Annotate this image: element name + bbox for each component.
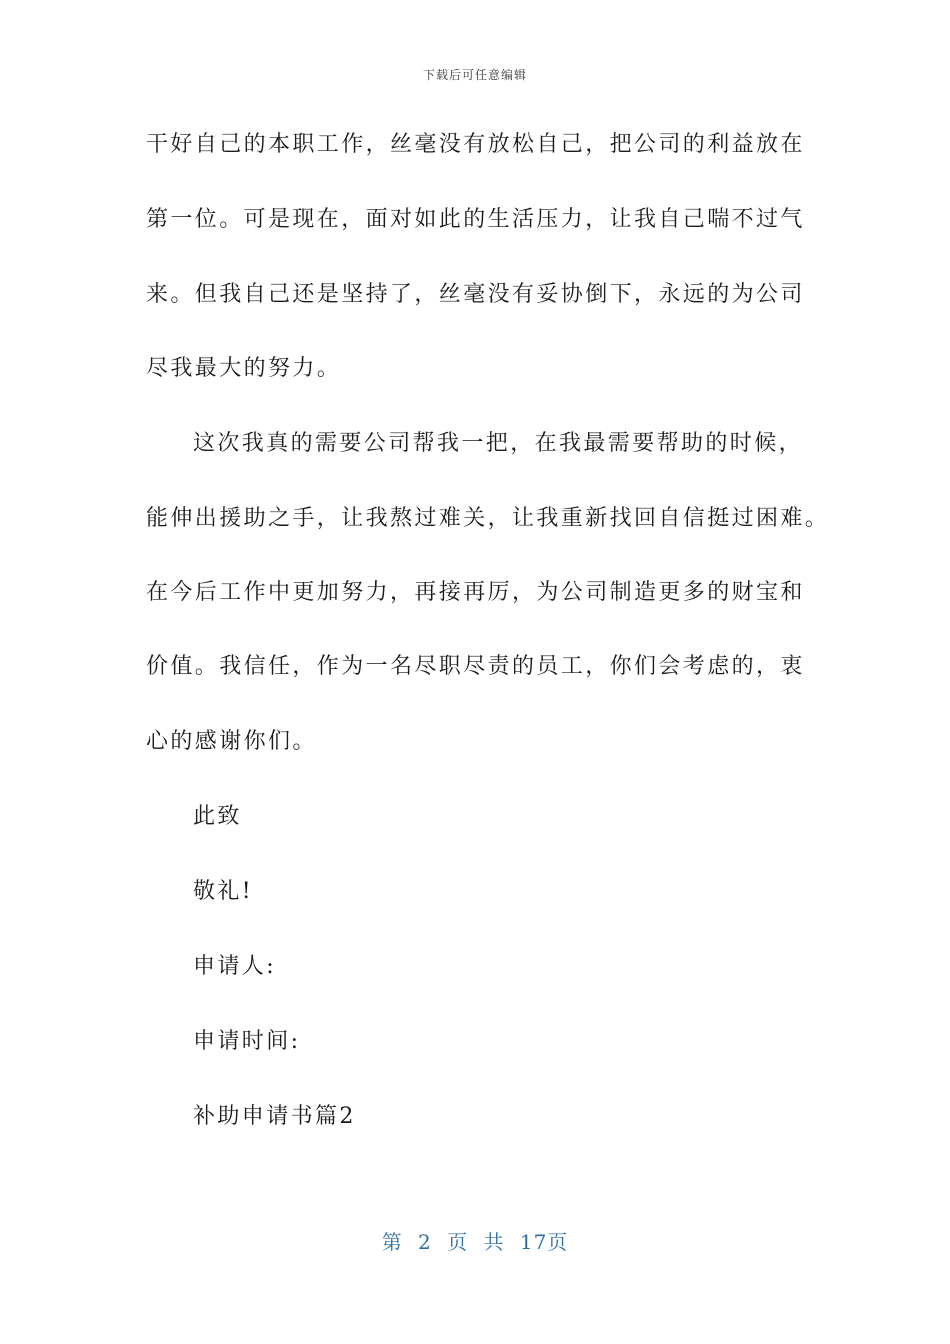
section-title: 补助申请书篇2	[193, 1104, 356, 1129]
body-line-6: 能伸出援助之手，让我熬过难关，让我重新找回自信挺过困难。	[146, 506, 830, 531]
body-line-8: 价值。我信任，作为一名尽职尽责的员工，你们会考虑的，衷	[146, 654, 805, 679]
body-line-7: 在今后工作中更加努力，再接再厉，为公司制造更多的财宝和	[146, 580, 805, 605]
body-line-5: 这次我真的需要公司帮我一把，在我最需要帮助的时候，	[193, 431, 804, 456]
body-line-2: 第一位。可是现在，面对如此的生活压力，让我自己喘不过气	[146, 207, 805, 232]
body-line-4: 尽我最大的努力。	[146, 356, 342, 381]
application-date-label: 申请时间:	[193, 1029, 301, 1054]
closing-respect: 敬礼!	[193, 879, 254, 904]
page-header: 下载后可任意编辑	[422, 68, 527, 82]
closing-salutation: 此致	[193, 804, 242, 829]
applicant-label: 申请人:	[193, 954, 277, 979]
body-line-1: 干好自己的本职工作，丝毫没有放松自己，把公司的利益放在	[146, 132, 805, 157]
body-line-9: 心的感谢你们。	[146, 729, 317, 754]
page-number-footer: 第 2 页 共 17页	[381, 1230, 569, 1254]
body-line-3: 来。但我自己还是坚持了，丝毫没有妥协倒下，永远的为公司	[146, 282, 805, 307]
